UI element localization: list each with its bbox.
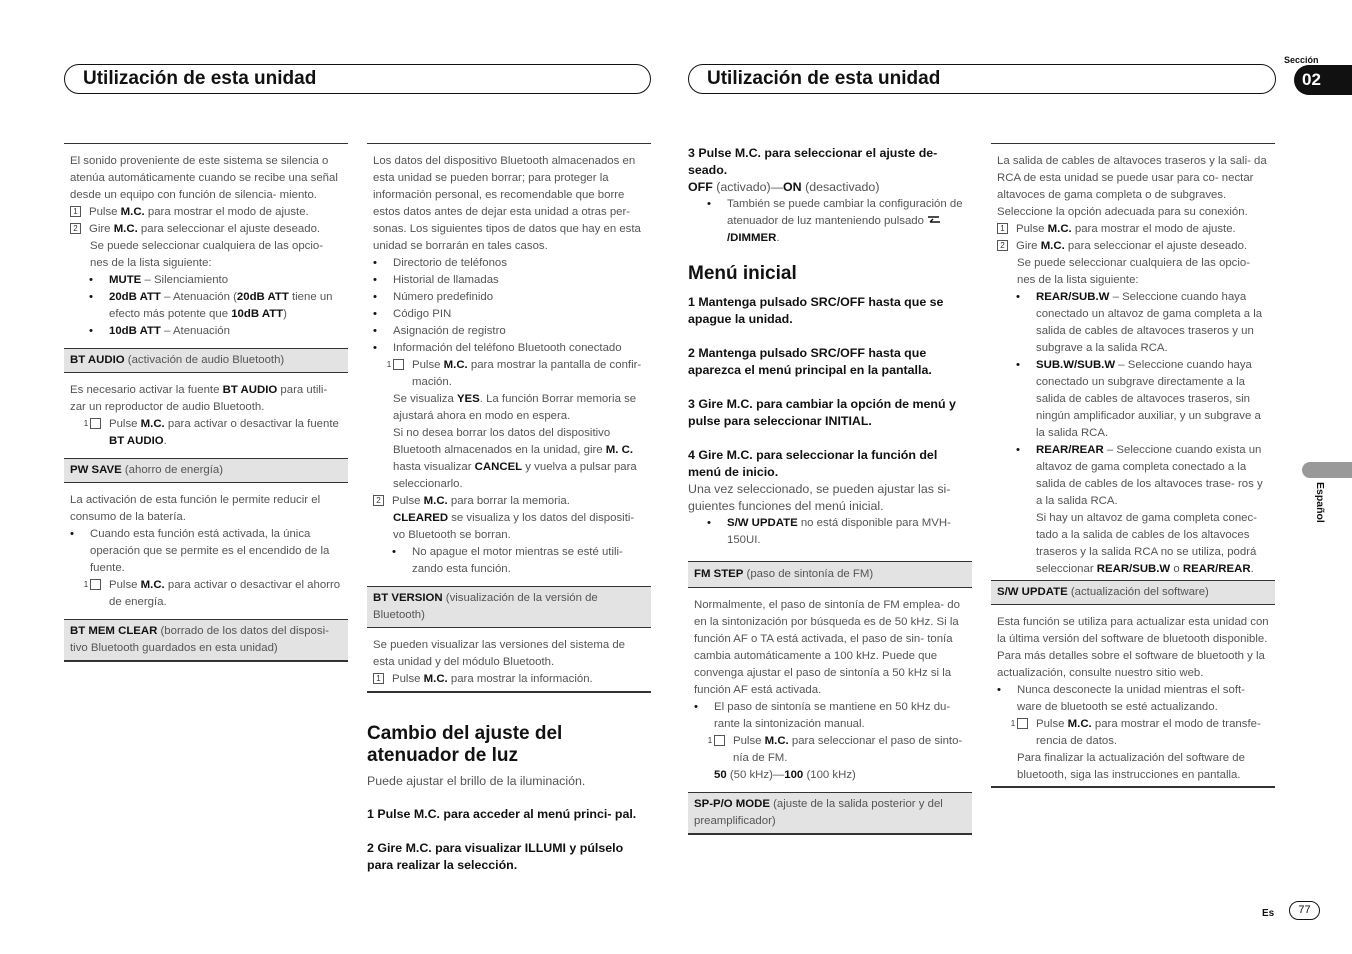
text-bold: S/W UPDATE — [727, 517, 798, 529]
step-number: 1 — [393, 359, 404, 370]
text-bold: 50 — [714, 769, 727, 781]
fm-step-text: Normalmente, el paso de sintonía de FM emplea- do en la sintonización por búsqueda es de 50 kHz. Si la función AF o TA está activada, el paso de sin- tonía cambia automáticamente a 100 kHz. Puede que convenga ajustar el paso de sintonía a 50 kHz si la función AF está activada. — [694, 599, 960, 696]
bt-mem-step-1 — [373, 357, 645, 391]
text: (activado)— — [712, 180, 784, 194]
text: . — [163, 435, 167, 447]
text: (50 kHz)— — [726, 769, 785, 781]
column-1 — [64, 143, 348, 662]
text: (100 kHz) — [803, 769, 856, 781]
option-subw-subw — [997, 357, 1269, 442]
heading-sub: (visualización de la versión de Bluetooth) — [373, 592, 598, 621]
text: Es necesario activar la fuente — [70, 384, 223, 396]
text: tiene un efecto más potente que — [109, 291, 333, 320]
text: Gire — [89, 223, 114, 235]
column-3 — [688, 143, 972, 835]
pw-save-text: La activación de esta función le permite reducir el consumo de la batería. — [70, 494, 321, 523]
text-bold: /DIMMER — [727, 232, 777, 244]
text: Pulse — [392, 673, 424, 685]
pw-save-step-1 — [70, 577, 342, 611]
footer-language: Es — [1262, 908, 1275, 919]
list-item: • Información del teléfono Bluetooth conectado — [373, 340, 645, 357]
text: . — [776, 232, 780, 244]
text: para mostrar la información. — [447, 673, 593, 685]
page-title-right: Utilización de esta unidad — [707, 68, 941, 89]
text-bold: 10dB ATT — [109, 325, 161, 337]
bt-mem-clear-heading — [64, 619, 348, 662]
sp-po-mode-heading — [688, 792, 972, 835]
text: Gire — [1016, 240, 1041, 252]
heading-bold: S/W UPDATE — [997, 586, 1068, 598]
text-bold: M.C. — [443, 359, 468, 371]
sp-po-step-2 — [997, 238, 1269, 255]
text: y vuelva a pulsar para seleccionarlo. — [393, 461, 637, 490]
text-bold: M.C. — [423, 495, 448, 507]
column-4 — [991, 143, 1275, 788]
heading-sub: (ajuste de la salida posterior y del preamplificador) — [694, 798, 943, 827]
text: Pulse — [733, 735, 765, 747]
bt-audio-section — [64, 373, 348, 450]
text: También se puede cambiar la configuración de atenuador de luz manteniendo pulsado — [727, 198, 963, 227]
mute-step-2 — [70, 221, 342, 238]
fm-step-section — [688, 588, 972, 784]
step-number: 2 — [70, 223, 81, 234]
sp-po-step-1 — [997, 221, 1269, 238]
fm-step-heading — [688, 561, 972, 588]
bt-version-heading — [367, 586, 651, 628]
step-number: 1 — [997, 223, 1008, 234]
text-bold: REAR/SUB.W — [1036, 291, 1110, 303]
sw-update-bullet: • Nunca desconecte la unidad mientras el soft- ware de bluetooth se esté actualizando. — [997, 682, 1269, 716]
heading-bold: PW SAVE — [70, 464, 122, 476]
text-bold: BT AUDIO — [222, 384, 278, 396]
bt-mem-step-2-bullet: • No apague el motor mientras se esté utili- zando esta función. — [373, 544, 645, 578]
text: . — [1250, 563, 1254, 575]
text-bold: 20dB ATT — [236, 291, 289, 303]
bt-mem-intro: Los datos del dispositivo Bluetooth almacenados en esta unidad se pueden borrar; para proteger la información personal, es recomendable que borre estos datos antes de dejar esta unidad a otras per- sonas. Los siguientes tipos de datos que hay en esta unidad se borrarán en tales casos. — [373, 155, 641, 252]
menu-step-4-bullet — [688, 515, 972, 549]
fm-step-step-1 — [694, 733, 966, 767]
side-tab — [1302, 462, 1352, 478]
text: para mostrar el modo de ajuste. — [1071, 223, 1236, 235]
dimmer-text: Puede ajustar el brillo de la iluminación. — [367, 774, 586, 788]
text: para mostrar la pantalla de confir- mación. — [412, 359, 642, 388]
bt-mem-step-1-cancel — [373, 425, 645, 493]
text: para seleccionar el paso de sinto- nía de FM. — [733, 735, 963, 764]
text-bold: M.C. — [113, 223, 138, 235]
step-number: 1 — [90, 418, 101, 429]
heading-bold: SP-P/O MODE — [694, 798, 770, 810]
option-rear-subw — [997, 289, 1269, 357]
page-title-left: Utilización de esta unidad — [83, 68, 317, 89]
menu-step-1: 1 Mantenga pulsado SRC/OFF hasta que se apague la unidad. — [688, 295, 944, 326]
text: – Silenciamiento — [141, 274, 229, 286]
text: Pulse — [109, 579, 141, 591]
text: para borrar la memoria. — [447, 495, 570, 507]
option-rear-rear — [997, 442, 1269, 510]
bt-audio-text — [70, 382, 342, 416]
text: Pulse — [89, 206, 121, 218]
pw-save-bullet: • Cuando esta función está activada, la única operación que se permite es el encendido de la fuente. — [70, 526, 342, 577]
text-bold: SUB.W/SUB.W — [1036, 359, 1116, 371]
list-item: • Directorio de teléfonos — [373, 255, 645, 272]
text: se visualiza y los datos del dispositi- vo Bluetooth se borran. — [393, 512, 635, 541]
text: Pulse — [1036, 718, 1068, 730]
sp-po-intro: La salida de cables de altavoces traseros y la sali- da RCA de esta unidad se puede usar para co- nectar altavoces de gama completa o de subgraves. Seleccione la opción adecuada para su conexión. — [997, 155, 1267, 218]
mute-section — [64, 143, 348, 340]
dimmer-step-3-values — [688, 179, 972, 196]
text: – Atenuación — [160, 325, 230, 337]
list-item: • Número predefinido — [373, 289, 645, 306]
bt-version-step-1 — [373, 671, 645, 688]
step-number: 1 — [1017, 718, 1028, 729]
text-bold: 10dB ATT — [231, 308, 284, 320]
text-bold: CANCEL — [474, 461, 523, 473]
text-bold: M.C. — [1047, 223, 1072, 235]
bt-mem-step-1-yes — [373, 391, 645, 425]
text: Pulse — [1016, 223, 1048, 235]
text-bold: YES — [456, 393, 480, 405]
side-language: Español — [1314, 482, 1326, 523]
text: . La función Borrar memoria se ajustará ahora en modo en espera. — [393, 393, 637, 422]
heading-bold: FM STEP — [694, 568, 744, 580]
bt-audio-heading — [64, 348, 348, 373]
menu-heading: Menú inicial — [688, 263, 797, 284]
pw-save-heading — [64, 458, 348, 483]
heading-sub: (actualización del software) — [1067, 586, 1209, 598]
text-bold: 20dB ATT — [109, 291, 161, 303]
text-bold: M.C. — [140, 579, 165, 591]
text-bold: M.C. — [1067, 718, 1092, 730]
dimmer-step-2: 2 Gire M.C. para visualizar ILLUMI y púlselo para realizar la selección. — [367, 841, 624, 872]
bt-audio-step-1 — [70, 416, 342, 450]
list-item: • Historial de llamadas — [373, 272, 645, 289]
option-rear-rear-note — [997, 510, 1269, 578]
heading-sub: (ahorro de energía) — [121, 464, 223, 476]
text-bold: M. C. — [605, 444, 633, 456]
text: – Seleccione cuando haya conectado un altavoz de gama completa a la salida de cables de altavoces traseros y un subgrave a la salida RCA. — [1036, 291, 1263, 354]
sw-update-text: Esta función se utiliza para actualizar esta unidad con la última versión del software de bluetooth disponible. Para más detalles sobre el software de bluetooth y la actualización, consulte nuestro sitio web. — [997, 616, 1269, 679]
text: para activar o desactivar el ahorro de energía. — [109, 579, 341, 608]
text-bold: M.C. — [140, 418, 165, 430]
text: para mostrar el modo de ajuste. — [144, 206, 309, 218]
option-20db — [70, 289, 342, 323]
bt-mem-step-2 — [373, 493, 645, 510]
back-arrow-icon — [927, 213, 943, 230]
text-bold: REAR/REAR — [1182, 563, 1251, 575]
text-bold: M.C. — [1040, 240, 1065, 252]
text: Pulse — [412, 359, 444, 371]
list-item: • Asignación de registro — [373, 323, 645, 340]
text: ) — [283, 308, 287, 320]
text: para utili- zar un reproductor de audio Bluetooth. — [70, 384, 328, 413]
text: Si no desea borrar los datos del dispositivo Bluetooth almacenados en la unidad, gire — [393, 427, 611, 456]
menu-step-3: 3 Gire M.C. para cambiar la opción de menú y pulse para seleccionar INITIAL. — [688, 397, 956, 428]
text-bold: ON — [783, 180, 802, 194]
bt-mem-step-2-cleared — [373, 510, 645, 544]
column-2 — [367, 143, 651, 874]
step-number: 2 — [997, 240, 1008, 251]
text: Si hay un altavoz de gama completa conec- tado a la salida de cables de los altavoces traseros y la salida RCA no se utiliza, podrá seleccionar — [1036, 512, 1257, 575]
dimmer-step-3-bullet — [688, 196, 972, 247]
mute-intro: El sonido proveniente de este sistema se silencia o atenúa automáticamente cuando se recibe una señal desde un equipo con función de silencia- miento. — [70, 155, 338, 201]
menu-step-2: 2 Mantenga pulsado SRC/OFF hasta que aparezca el menú principal en la pantalla. — [688, 346, 932, 377]
text: hasta visualizar — [393, 461, 475, 473]
section-number: 02 — [1294, 65, 1352, 95]
bt-mem-clear-section — [367, 143, 651, 578]
heading-bold: BT MEM CLEAR — [70, 625, 158, 637]
menu-step-4: 4 Gire M.C. para seleccionar la función del menú de inicio. — [688, 448, 938, 479]
text: para activar o desactivar la fuente — [164, 418, 339, 430]
heading-bold: BT AUDIO — [70, 354, 125, 366]
text-bold: MUTE — [109, 274, 142, 286]
text-bold: M.C. — [120, 206, 145, 218]
dimmer-step-1: 1 Pulse M.C. para acceder al menú princi- pal. — [367, 807, 637, 821]
mute-step-1 — [70, 204, 342, 221]
bt-version-section — [367, 628, 651, 693]
page-number: 77 — [1289, 901, 1320, 920]
step-number: 1 — [70, 206, 81, 217]
step-number: 1 — [90, 579, 101, 590]
text: para mostrar el modo de transfe- rencia de datos. — [1036, 718, 1261, 747]
list-item: • Código PIN — [373, 306, 645, 323]
text: no está disponible para MVH- 150UI. — [727, 517, 951, 546]
menu-step-4-text: Una vez seleccionado, se pueden ajustar las si- guientes funciones del menú inicial. — [688, 482, 951, 513]
text: para seleccionar el ajuste deseado. — [1064, 240, 1248, 252]
dimmer-step-3: 3 Pulse M.C. para seleccionar el ajuste de- seado. — [688, 146, 938, 177]
text: (desactivado) — [801, 180, 880, 194]
option-mute — [70, 272, 342, 289]
heading-sub: (borrado de los datos del disposi- tivo Bluetooth guardados en esta unidad) — [70, 625, 329, 654]
sw-update-step-1-note: Para finalizar la actualización del software de bluetooth, siga las instrucciones en pantalla. — [1017, 752, 1245, 781]
sw-update-heading — [991, 580, 1275, 605]
text-bold: CLEARED — [393, 512, 449, 524]
section-label: Sección — [1284, 55, 1319, 65]
text-bold: M.C. — [764, 735, 789, 747]
step-number: 1 — [373, 673, 384, 684]
text: – Atenuación ( — [160, 291, 237, 303]
step-number: 1 — [714, 735, 725, 746]
mute-step-2-sub: Se puede seleccionar cualquiera de las opcio- nes de la lista siguiente: — [90, 240, 324, 269]
text-bold: REAR/REAR — [1036, 444, 1104, 456]
bt-version-text: Se pueden visualizar las versiones del sistema de esta unidad y del módulo Bluetooth. — [373, 639, 625, 668]
fm-step-bullet: • El paso de sintonía se mantiene en 50 kHz du- rante la sintonización manual. — [694, 699, 966, 733]
heading-bold: BT VERSION — [373, 592, 443, 604]
pw-save-section — [64, 483, 348, 611]
sp-po-mode-section — [991, 143, 1275, 578]
dimmer-heading: Cambio del ajuste del atenuador de luz — [367, 723, 563, 766]
sw-update-section — [991, 605, 1275, 788]
text: Pulse — [392, 495, 424, 507]
text: – Seleccione cuando haya conectado un subgrave directamente a la salida de cables de altavoces traseros, sin ningún amplificador auxiliar, y un subgrave a la salida RCA. — [1036, 359, 1261, 439]
text: – Seleccione cuando exista un altavoz de gama completa conectado a la salida de cables de los altavoces trase- ros y a la salida RCA. — [1036, 444, 1263, 507]
heading-sub: (paso de sintonía de FM) — [743, 568, 874, 580]
header-left — [64, 64, 651, 94]
sp-po-step-2-sub: Se puede seleccionar cualquiera de las opcio- nes de la lista siguiente: — [1017, 257, 1251, 286]
heading-sub: (activación de audio Bluetooth) — [124, 354, 285, 366]
header-right — [688, 64, 1276, 94]
text-bold: 100 — [784, 769, 804, 781]
text: Pulse — [109, 418, 141, 430]
sw-update-step-1 — [997, 716, 1269, 750]
fm-step-values — [694, 767, 966, 784]
step-number: 2 — [373, 495, 384, 506]
text: Se visualiza — [393, 393, 457, 405]
option-10db — [70, 323, 342, 340]
text: para seleccionar el ajuste deseado. — [137, 223, 321, 235]
text: o — [1170, 563, 1183, 575]
text-bold: M.C. — [423, 673, 448, 685]
text-bold: OFF — [688, 180, 713, 194]
text-bold: BT AUDIO — [109, 435, 164, 447]
text-bold: REAR/SUB.W — [1096, 563, 1171, 575]
